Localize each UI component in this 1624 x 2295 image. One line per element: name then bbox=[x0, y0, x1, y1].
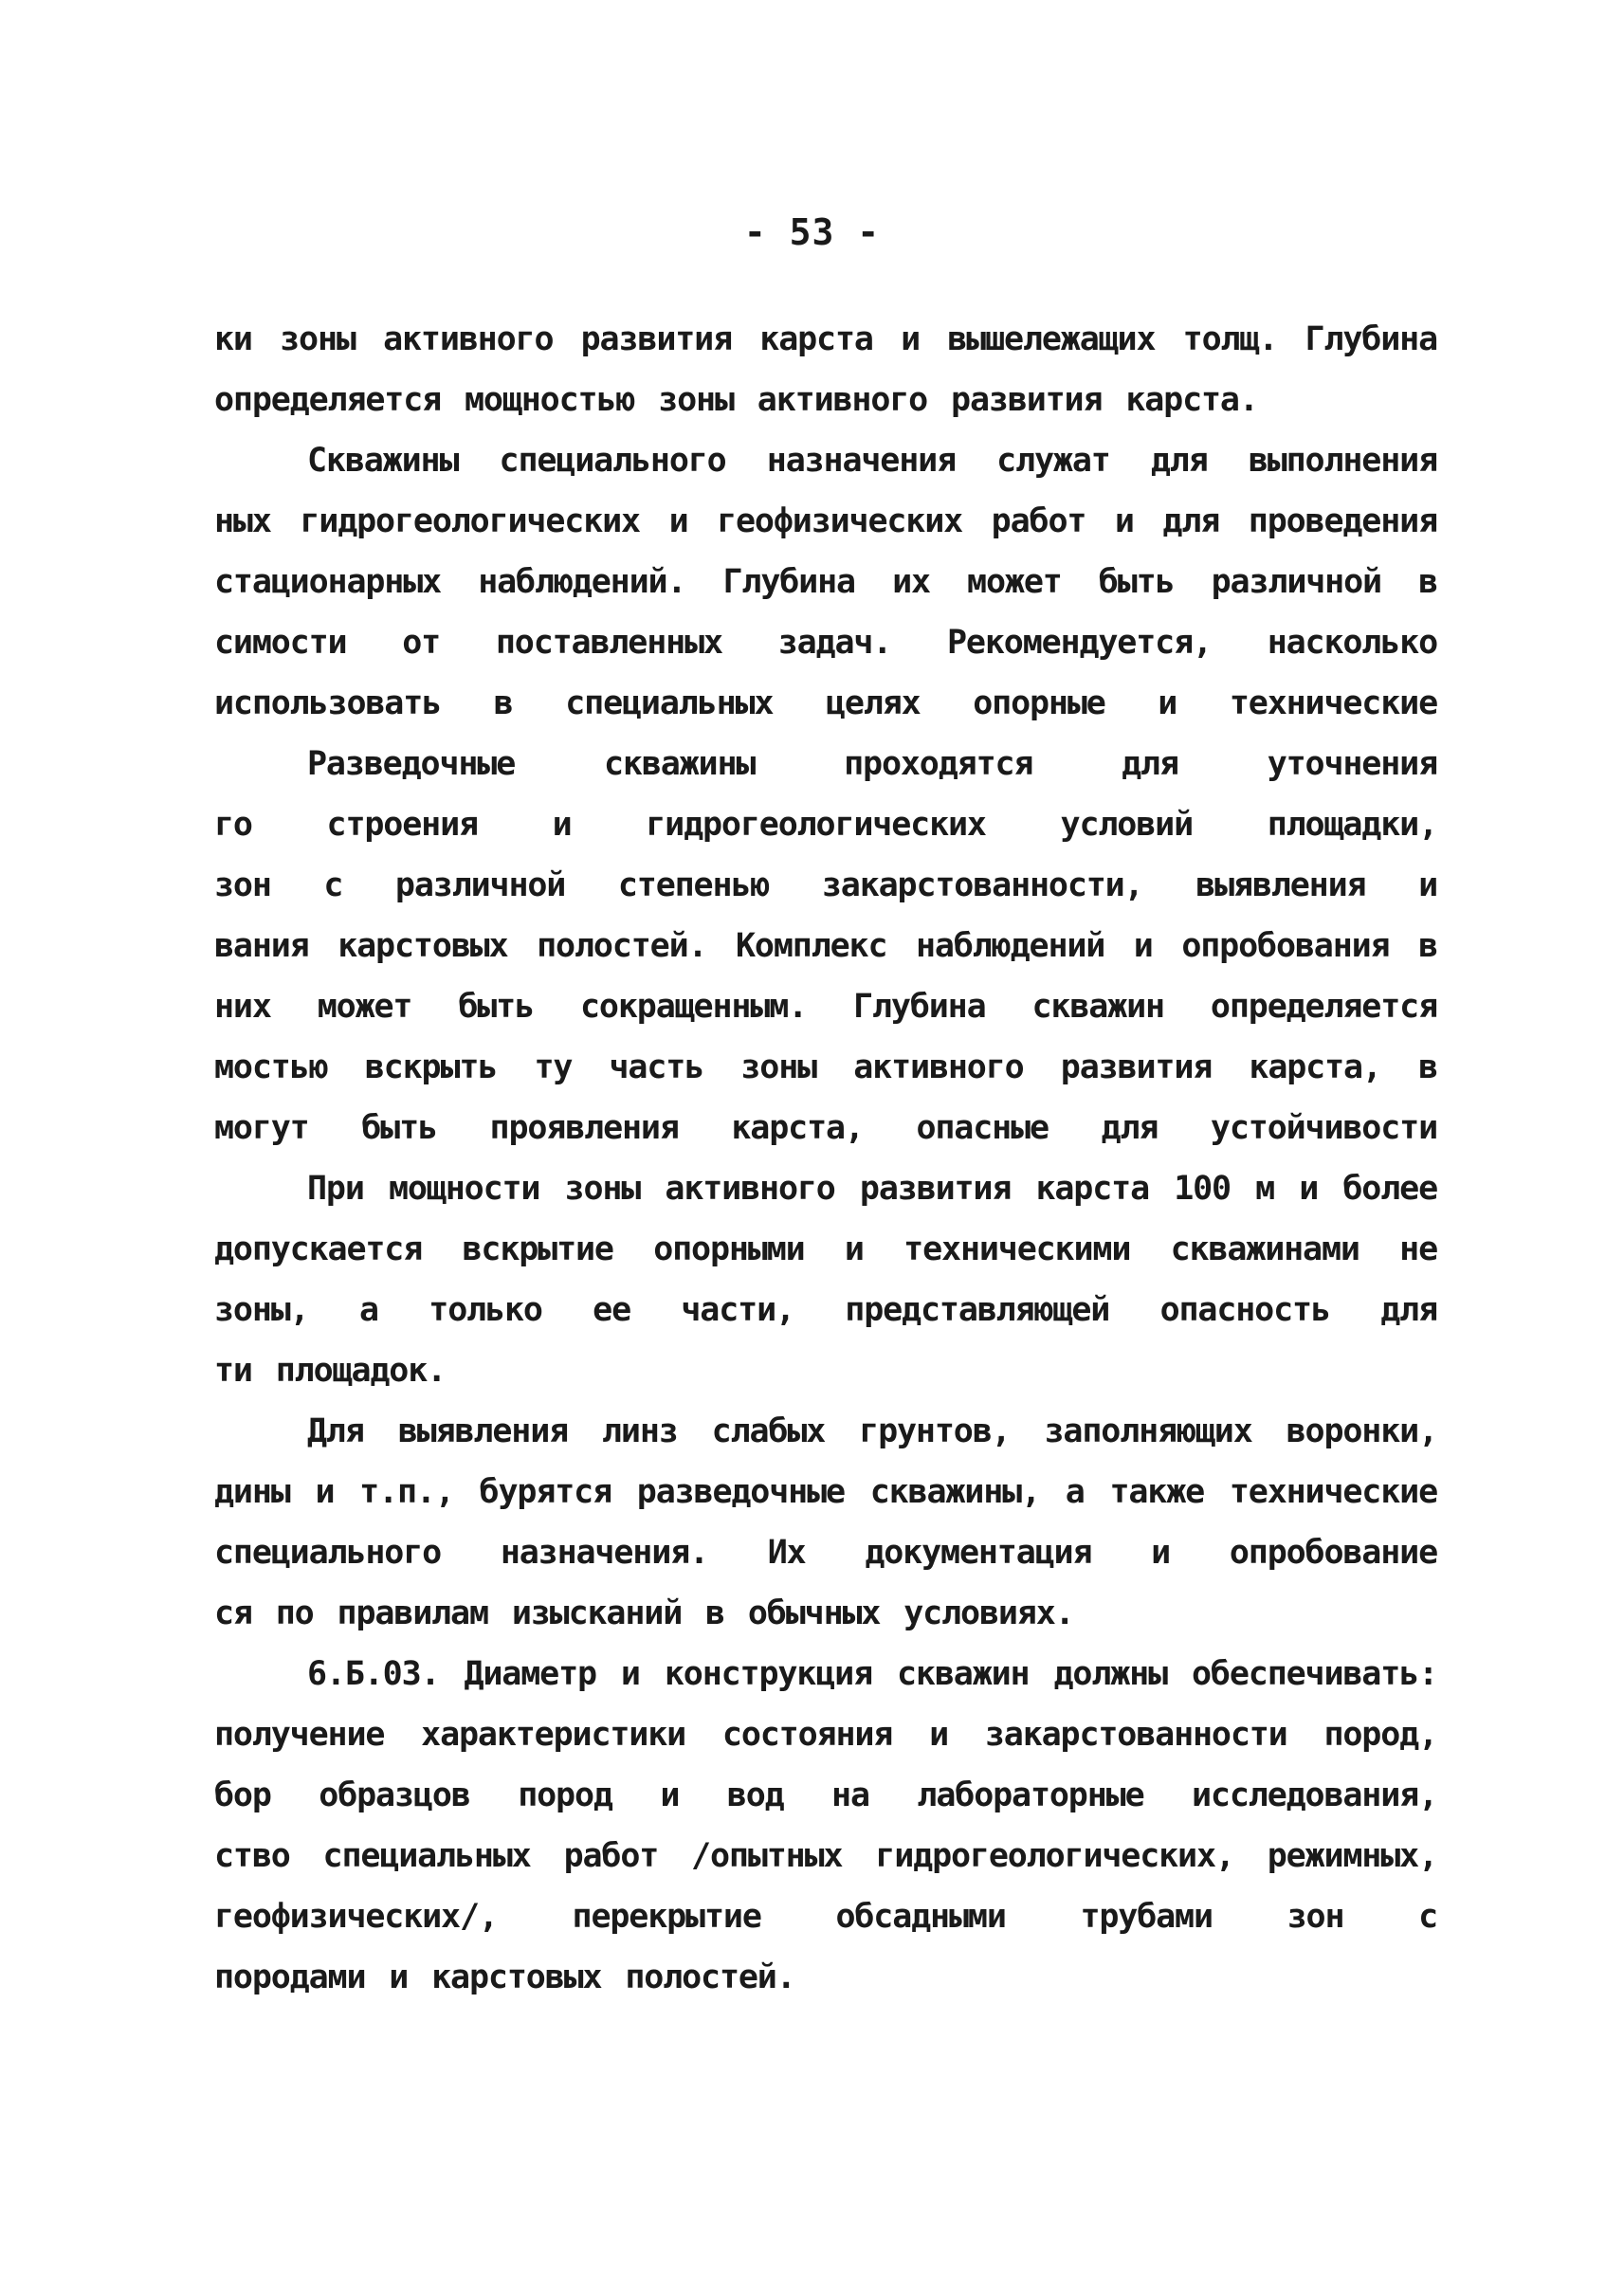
text-line: допускается вскрытие опорными и техническими скважинами не bbox=[214, 1230, 1437, 1268]
text-line: использовать в специальных целях опорные и технические bbox=[214, 684, 1437, 722]
text-line: зон с различной степенью закарстованности, выявления и bbox=[214, 866, 1437, 904]
text-line: них может быть сокращенным. Глубина скважин определяется bbox=[214, 988, 1437, 1026]
text-line: Для выявления линз слабых грунтов, заполняющих воронки, bbox=[307, 1412, 1437, 1450]
text-line: го строения и гидрогеологических условий площадки, bbox=[214, 806, 1437, 844]
text-line: дины и т.п., бурятся разведочные скважины, а также технические bbox=[214, 1473, 1437, 1511]
text-line: вания карстовых полостей. Комплекс наблюдений и опробования в bbox=[214, 927, 1437, 965]
text-line: стационарных наблюдений. Глубина их может быть различной в bbox=[214, 563, 1437, 601]
text-line: ство специальных работ /опытных гидрогеологических, режимных, bbox=[214, 1837, 1437, 1875]
text-line: получение характеристики состояния и закарстованности пород, bbox=[214, 1716, 1437, 1754]
text-line: породами и карстовых полостей. bbox=[214, 1958, 795, 1996]
text-line: ных гидрогеологических и геофизических работ и для проведения bbox=[214, 502, 1437, 540]
text-line: геофизических/, перекрытие обсадными трубами зон с bbox=[214, 1898, 1437, 1936]
text-line: мостью вскрыть ту часть зоны активного развития карста, в bbox=[214, 1048, 1437, 1086]
text-line: определяется мощностью зоны активного развития карста. bbox=[214, 381, 1258, 419]
page-number: - 53 - bbox=[743, 211, 881, 253]
text-line: 6.Б.03. Диаметр и конструкция скважин должны обеспечивать: bbox=[307, 1655, 1437, 1693]
text-line: могут быть проявления карста, опасные для устойчивости bbox=[214, 1109, 1437, 1147]
text-line: бор образцов пород и вод на лабораторные исследования, bbox=[214, 1776, 1437, 1814]
text-line: Скважины специального назначения служат для выполнения bbox=[307, 442, 1437, 480]
text-line: специального назначения. Их документация и опробование bbox=[214, 1534, 1437, 1572]
text-line: Разведочные скважины проходятся для уточнения bbox=[307, 745, 1437, 783]
text-line: При мощности зоны активного развития карста 100 м и более bbox=[307, 1170, 1437, 1208]
text-line: ся по правилам изысканий в обычных условиях. bbox=[214, 1594, 1074, 1632]
text-line: симости от поставленных задач. Рекомендуется, насколько bbox=[214, 624, 1437, 662]
body-text bbox=[214, 309, 1437, 2008]
text-line: ти площадок. bbox=[214, 1352, 447, 1390]
text-line: зоны, а только ее части, представляющей опасность для bbox=[214, 1291, 1437, 1329]
text-line: ки зоны активного развития карста и вышележащих толщ. Глубина bbox=[214, 320, 1437, 358]
